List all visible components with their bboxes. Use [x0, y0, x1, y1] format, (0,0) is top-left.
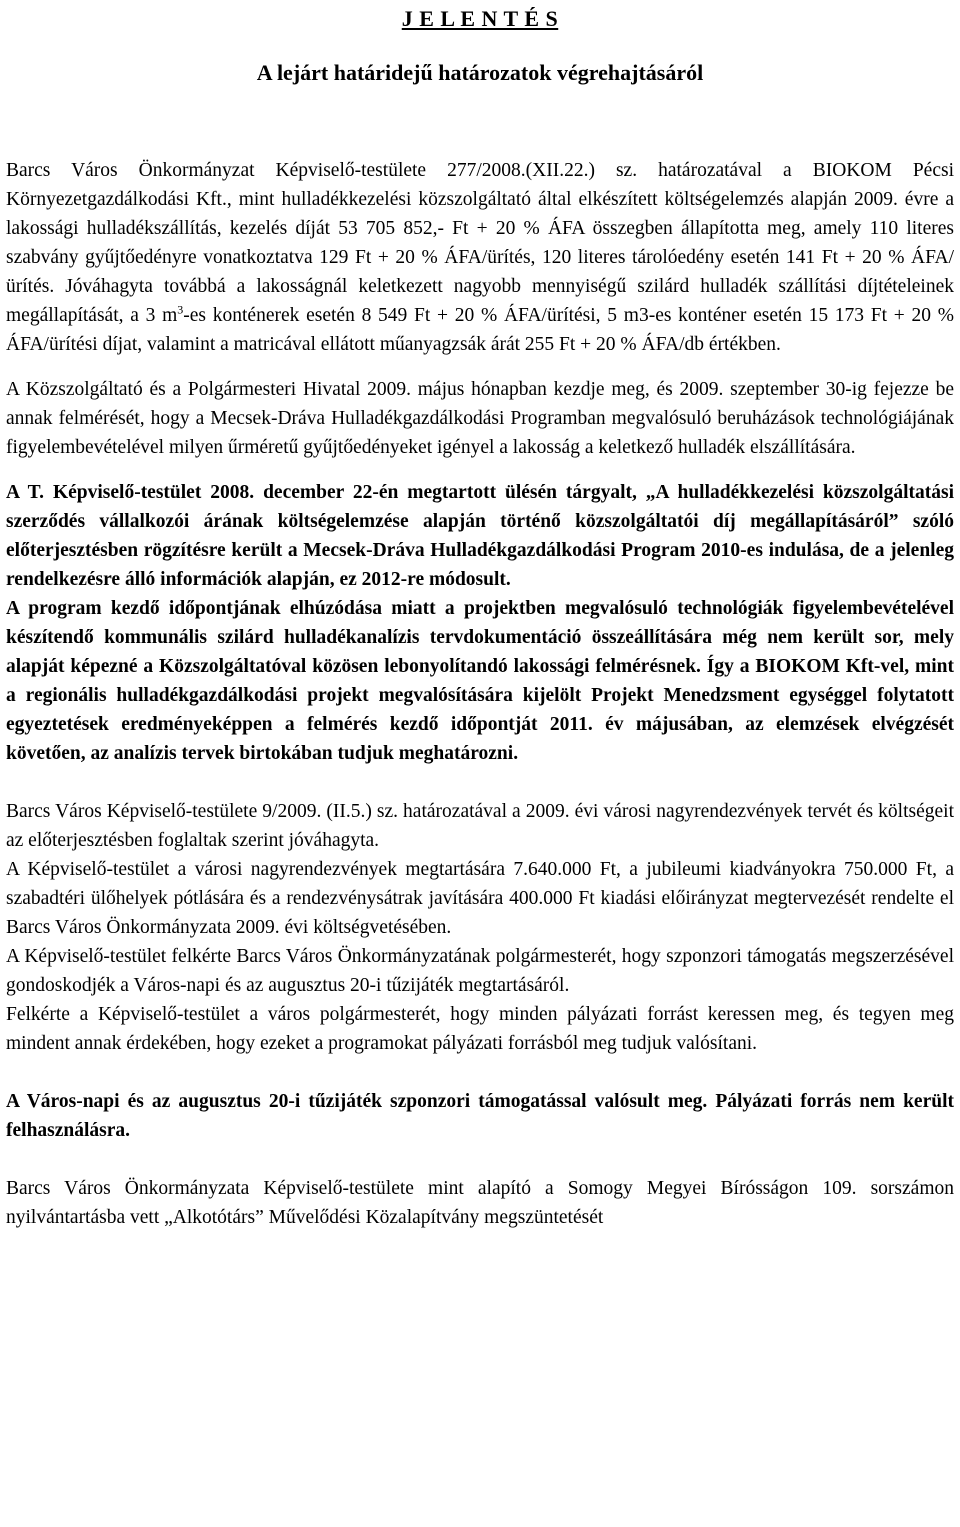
paragraph-program-status: A program kezdő időpontjának elhúzódása miatt a projektben megvalósuló technológiák figyelembevételével készítendő kommunális szilárd hulladékanalízis tervdokumentáció összeállítására még nem került sor, mely alapját képezné a Közszolgáltatóval közösen lebonyolítandó lakossági felmérésnek. Így a BIOKOM Kft-vel, mint a regionális hulladékgazdálkodási projekt megvalósítására kijelölt Projekt Menedzsment egységgel folytatott egyeztetések eredményeképpen a felmérés kezdő időpontját 2011. év májusában, az elemzések elvégzését követően, az analízis tervek birtokában tudjuk meghatározni.	[6, 598, 954, 764]
paragraph-grant-request: Felkérte a Képviselő-testület a város polgármesterét, hogy minden pályázati forrást keressen meg, és tegyen meg mindent annak érdekében, hogy ezeket a programokat pályázati forrásból meg tudjuk valósítani.	[6, 1004, 954, 1054]
document-page	[0, 6, 960, 1232]
paragraph-sponsorship-request: A Képviselő-testület felkérte Barcs Város Önkormányzatának polgármesterét, hogy szponzori támogatás megszerzésével gondoskodjék a Város-napi és az augusztus 20-i tűzijáték megtartásáról.	[6, 946, 954, 996]
document-subtitle: A lejárt határidejű határozatok végrehajtásáról	[256, 60, 704, 85]
paragraph-fee-decision-text-b: -es konténerek esetén 8 549 Ft + 20 % ÁFA/ürítési, 5 m3-es konténer esetén 15 173 Ft + 20 % ÁFA/ürítési díjat, valamint a matricával ellátott műanyagzsák árát 255 Ft + 20 % ÁFA/db értékben.	[6, 305, 954, 355]
paragraph-events-budget: A Képviselő-testület a városi nagyrendezvények megtartására 7.640.000 Ft, a jubileumi kiadványokra 750.000 Ft, a szabadtéri ülőhelyek pótlására és a rendezvénysátrak javítására 400.000 Ft kiadási előirányzat megtervezését rendelte el Barcs Város Önkormányzata 2009. évi költségvetésében.	[6, 859, 954, 938]
superscript-cubic: 3	[177, 302, 184, 317]
paragraph-foundation-closure: Barcs Város Önkormányzata Képviselő-testülete mint alapító a Somogy Megyei Bírósságon 109. sorszámon nyilvántartásba vett „Alkotótárs” Művelődési Közalapítvány megszüntetését	[6, 1178, 954, 1228]
document-title: J E L E N T É S	[401, 6, 559, 31]
paragraph-program-delay: A T. Képviselő-testület 2008. december 22-én megtartott ülésén tárgyalt, „A hulladékkezelési közszolgáltatási szerződés vállalkozói árának költségelemzése alapján történő közszolgáltatói díj megállapításáról” szóló előterjesztésben rögzítésre került a Mecsek-Dráva Hulladékgazdálkodási Program 2010-es indulása, de a jelenleg rendelkezésre álló információk alapján, ez 2012-re módosult.	[6, 482, 954, 590]
paragraph-fee-decision	[6, 156, 954, 359]
paragraph-survey-task: A Közszolgáltató és a Polgármesteri Hivatal 2009. május hónapban kezdje meg, és 2009. szeptember 30-ig fejezze be annak felmérését, hogy a Mecsek-Dráva Hulladékgazdálkodási Programban megvalósuló beruházások technológiájának figyelembevételével milyen űrméretű gyűjtőedényeket igényel a lakosság a keletkező hulladék elszállítására.	[6, 379, 954, 458]
paragraph-fee-decision-text-a: Barcs Város Önkormányzat Képviselő-testülete 277/2008.(XII.22.) sz. határozatával a BIOKOM Pécsi Környezetgazdálkodási Kft., mint hulladékkezelési közszolgáltató által elkészített költségelemzés alapján 2009. évre a lakossági hulladékszállítás, kezelés díját 53 705 852,- Ft + 20 % ÁFA összegben állapította meg, amely 110 literes szabvány gyűjtőedényre vonatkoztatva 129 Ft + 20 % ÁFA/ürítés, 120 literes tárolóedény esetén 141 Ft + 20 % ÁFA/ürítés. Jóváhagyta továbbá a lakosságnál keletkezett nagyobb mennyiségű szilárd hulladék szállítási díjtételeinek megállapítását, a 3 m	[6, 160, 954, 326]
paragraph-events-decision: Barcs Város Képviselő-testülete 9/2009. (II.5.) sz. határozatával a 2009. évi városi nagyrendezvények tervét és költségeit az előterjesztésben foglaltak szerint jóváhagyta.	[6, 801, 954, 851]
paragraph-sponsorship-result: A Város-napi és az augusztus 20-i tűzijáték szponzori támogatással valósult meg. Pályázati forrás nem került felhasználásra.	[6, 1091, 954, 1141]
